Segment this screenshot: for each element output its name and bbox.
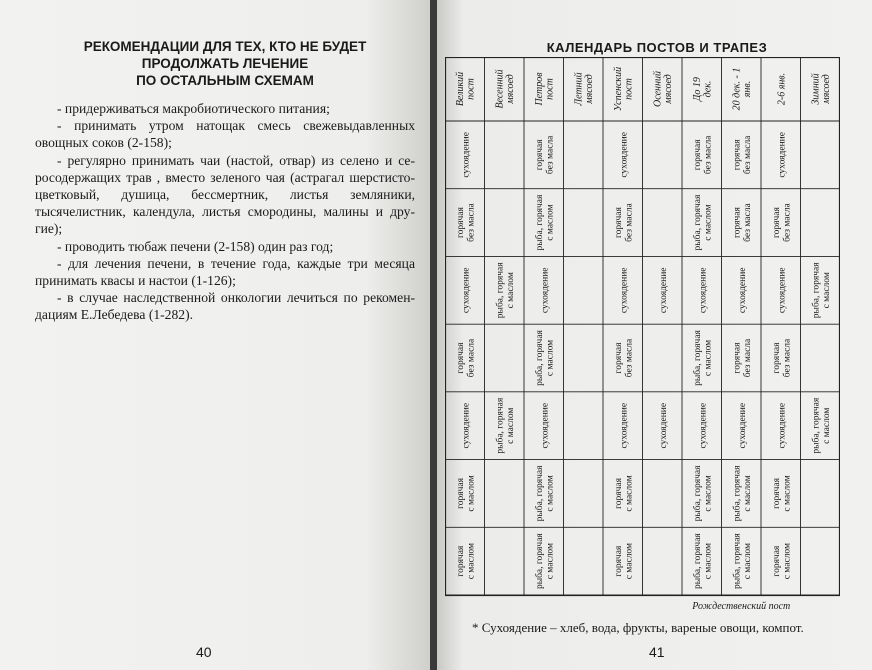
paragraph: - придерживаться макробиотического питания; [57, 101, 330, 116]
meal-cell-text: горячая [456, 207, 466, 239]
meal-cell-text: рыба, горячая [732, 465, 743, 522]
meal-cell [772, 475, 793, 511]
meal-cell-text: рыба, горячая [811, 397, 822, 454]
period-label-text: янв. [742, 80, 753, 98]
meal-cell-text: рыба, горячая [535, 533, 545, 590]
meal-cell-text: сухоядение [619, 402, 630, 449]
left-page-title [40, 38, 410, 89]
meal-cell [495, 397, 517, 453]
meal-cell-text: рыба, горячая [535, 465, 545, 522]
meal-cell [692, 194, 714, 250]
meal-cell-text: сухоядение [540, 402, 551, 449]
meal-cell-text: рыба, горячая [693, 533, 703, 590]
meal-cell-text: с маслом [743, 542, 753, 580]
period-label [653, 71, 675, 107]
meal-cell [456, 543, 477, 579]
meal-cell [772, 338, 793, 377]
meal-cell-text: горячая [456, 477, 466, 509]
period-label [495, 69, 517, 108]
meal-cell-text: с маслом [703, 542, 714, 580]
period-label-text: Весенний [494, 69, 506, 109]
meal-cell-text: рыба, горячая [535, 194, 545, 251]
meal-cell [811, 262, 833, 318]
meal-cell-text: горячая [614, 477, 624, 509]
meal-cell-text: с маслом [545, 204, 556, 241]
period-label-text: пост [623, 78, 635, 100]
meal-cell [619, 267, 629, 313]
meal-cell-text: горячая [456, 545, 466, 577]
meal-cell-text: с маслом [703, 339, 714, 377]
meal-cell [659, 403, 669, 449]
meal-cell-text: с маслом [782, 542, 793, 580]
meal-cell-text: горячая [614, 342, 624, 374]
meal-cell [614, 203, 635, 242]
paragraph: - в случае наследственной онкологии лечиться по рекомен-дациям Е.Лебедева (1-282). [35, 290, 415, 323]
meal-cell [456, 203, 477, 242]
meal-cell [733, 203, 754, 242]
meal-cell [535, 135, 556, 174]
meal-cell [738, 403, 748, 449]
meal-cell-text: горячая [693, 139, 703, 171]
paragraph: - для лечения печени, в течение года, каждые три месяца принимать квасы и настои (1-126); [35, 255, 415, 289]
meal-cell [772, 543, 793, 579]
meal-cell-text: без масла [782, 338, 793, 378]
meal-cell-text: с маслом [506, 272, 516, 309]
meal-cell-text: сухоядение [658, 402, 669, 449]
meal-cell [540, 267, 550, 313]
meal-cell-text: без масла [466, 203, 477, 242]
meal-cell-text: рыба, горячая [693, 465, 703, 522]
meal-cell [733, 338, 754, 377]
meal-cell [692, 465, 714, 521]
book-gutter [430, 0, 437, 670]
meal-cell-text: сухоядение [658, 267, 669, 314]
meal-cell-text: сухоядение [737, 267, 748, 314]
period-label-text: мясоед [663, 74, 674, 104]
period-label-text: Успенский [613, 66, 624, 112]
period-label [811, 73, 833, 104]
period-label [613, 67, 635, 111]
meal-cell-text: с маслом [743, 475, 753, 512]
meal-cell [461, 132, 471, 178]
meal-cell-text: горячая [732, 139, 743, 171]
meal-cell [732, 465, 754, 521]
meal-cell-text: с маслом [703, 204, 714, 241]
left-page [0, 0, 430, 670]
right-page [437, 0, 872, 670]
meal-cell-text: сухоядение [619, 132, 630, 178]
period-label-text: 20 дек. - 1 [731, 67, 743, 111]
period-label-text: Великий [455, 71, 466, 107]
meal-cell-text: рыба, горячая [811, 262, 822, 319]
meal-cell-text: с маслом [545, 542, 556, 580]
meal-cell-text: без масла [782, 203, 793, 242]
meal-cell [811, 397, 833, 453]
fasting-calendar-table [445, 57, 840, 615]
meal-cell-text: сухоядение [619, 267, 630, 314]
period-label-text: пост [465, 78, 477, 100]
meal-cell-text: с маслом [822, 272, 832, 309]
meal-cell [534, 194, 556, 250]
meal-cell [733, 135, 754, 174]
meal-cell-text: без масла [743, 338, 753, 378]
meal-cell [692, 533, 714, 589]
meal-cell-text: горячая [456, 342, 466, 374]
meal-cell-text: сухоядение [777, 132, 788, 178]
meal-cell [693, 135, 714, 174]
meal-cell-text: с маслом [782, 475, 793, 512]
period-label-text: дек. [702, 80, 714, 98]
meal-cell-text: горячая [772, 207, 782, 239]
meal-cell-text: без масла [624, 203, 635, 242]
meal-cell-text: горячая [772, 342, 782, 374]
meal-cell-text: рыба, горячая [535, 330, 545, 386]
meal-cell-text: сухоядение [737, 402, 748, 449]
meal-cell-text: сухоядение [777, 267, 788, 314]
meal-cell-text: с маслом [624, 542, 635, 580]
meal-cell-text: с маслом [822, 407, 832, 444]
meal-cell-text: без масла [743, 135, 753, 175]
period-label-text: Летний [573, 72, 585, 106]
meal-cell-text: рыба, горячая [693, 194, 703, 251]
meal-cell-text: без масла [703, 135, 714, 175]
meal-cell-text: рыба, горячая [732, 533, 743, 590]
page-number: 40 [196, 644, 212, 660]
period-label-text: Зимний [810, 73, 822, 105]
period-label-text: Петров [534, 72, 545, 106]
meal-cell-text: сухоядение [698, 402, 709, 449]
meal-cell [461, 403, 471, 449]
meal-cell [659, 267, 669, 313]
meal-cell [777, 132, 787, 178]
meal-cell-text: с маслом [466, 475, 477, 512]
meal-cell [534, 533, 556, 589]
group-label: Рождественский пост [692, 601, 791, 612]
meal-cell [614, 338, 635, 377]
period-label [692, 77, 714, 102]
meal-cell [534, 465, 556, 521]
meal-cell-text: рыба, горячая [495, 262, 506, 319]
meal-cell-text: горячая [772, 477, 782, 509]
meal-cell [777, 267, 787, 313]
meal-cell-text: без масла [545, 135, 556, 175]
period-label [574, 72, 596, 106]
meal-cell-text: сухоядение [540, 267, 551, 314]
calendar-title: КАЛЕНДАРЬ ПОСТОВ И ТРАПЕЗ [546, 40, 768, 55]
meal-cell-text: с маслом [506, 407, 516, 444]
meal-cell-text: горячая [772, 545, 782, 577]
meal-cell-text: горячая [614, 545, 624, 577]
meal-cell [698, 267, 708, 313]
period-label-text: мясоед [821, 74, 832, 104]
meal-cell [738, 267, 748, 313]
period-label-text: мясоед [584, 74, 595, 104]
meal-cell [461, 267, 471, 313]
recommendations-text [35, 100, 415, 324]
meal-cell-text: горячая [732, 207, 743, 239]
period-label [776, 73, 787, 105]
title-line: ПО ОСТАЛЬНЫМ СХЕМАМ [136, 73, 314, 88]
period-label-text: До 19 [692, 77, 703, 101]
meal-cell-text: с маслом [545, 475, 556, 512]
meal-cell-text: сухоядение [461, 267, 472, 314]
meal-cell-text: без масла [466, 338, 477, 378]
meal-cell-text: сухоядение [461, 132, 472, 178]
meal-cell [772, 203, 793, 242]
meal-cell [456, 338, 477, 377]
meal-cell [619, 403, 629, 449]
period-label [732, 68, 754, 111]
footnote: * Сухоядение – хлеб, вода, фрукты, вареные овощи, компот. [472, 620, 804, 635]
meal-cell [698, 403, 708, 449]
period-label-text: мясоед [505, 74, 516, 104]
meal-cell-text: горячая [732, 342, 743, 374]
meal-cell [614, 543, 635, 579]
meal-cell-text: с маслом [624, 475, 635, 512]
meal-cell [534, 329, 556, 385]
meal-cell-text: рыба, горячая [495, 397, 506, 454]
meal-cell [619, 132, 629, 178]
meal-cell-text: сухоядение [698, 267, 709, 314]
period-label-text: Осенний [652, 71, 664, 107]
paragraph: - принимать утром натощак смесь свежевыдавленных овощных соков (2-158); [35, 118, 415, 151]
meal-cell-text: без масла [624, 338, 635, 378]
meal-cell-text: сухоядение [461, 402, 472, 449]
title-line: РЕКОМЕНДАЦИИ ДЛЯ ТЕХ, КТО НЕ БУДЕТ [83, 39, 367, 54]
meal-cell-text: без масла [743, 203, 753, 242]
meal-cell-text: сухоядение [777, 402, 788, 449]
meal-cell-text: рыба, горячая [693, 330, 703, 386]
period-label-text: пост [544, 78, 556, 100]
meal-cell [495, 262, 517, 318]
meal-cell [540, 403, 550, 449]
meal-cell-text: с маслом [545, 339, 556, 377]
meal-cell [692, 329, 714, 385]
meal-cell [777, 403, 787, 449]
meal-cell [614, 475, 635, 511]
period-label [455, 72, 477, 106]
period-label-text: 2-6 янв. [776, 72, 788, 106]
period-label [534, 72, 556, 107]
page-number: 41 [649, 644, 665, 660]
title-line: ПРОДОЛЖАТЬ ЛЕЧЕНИЕ [141, 56, 309, 71]
paragraph: - проводить тюбаж печени (2-158) один раз год; [57, 238, 334, 254]
meal-cell-text: горячая [535, 139, 545, 171]
meal-cell-text: с маслом [466, 542, 477, 580]
meal-cell-text: горячая [614, 207, 624, 239]
meal-cell-text: с маслом [703, 475, 714, 512]
meal-cell [732, 533, 754, 589]
paragraph: - регулярно принимать чаи (настой, отвар) из селено и се-росодержащих трав , вместо зеленого чая (астрагал шерстисто-цветковый, душица, бессмертник, листья земляники, тысячелистник, календула, листья смородины, малины и дру-гие); [35, 152, 415, 237]
meal-cell [456, 475, 477, 511]
